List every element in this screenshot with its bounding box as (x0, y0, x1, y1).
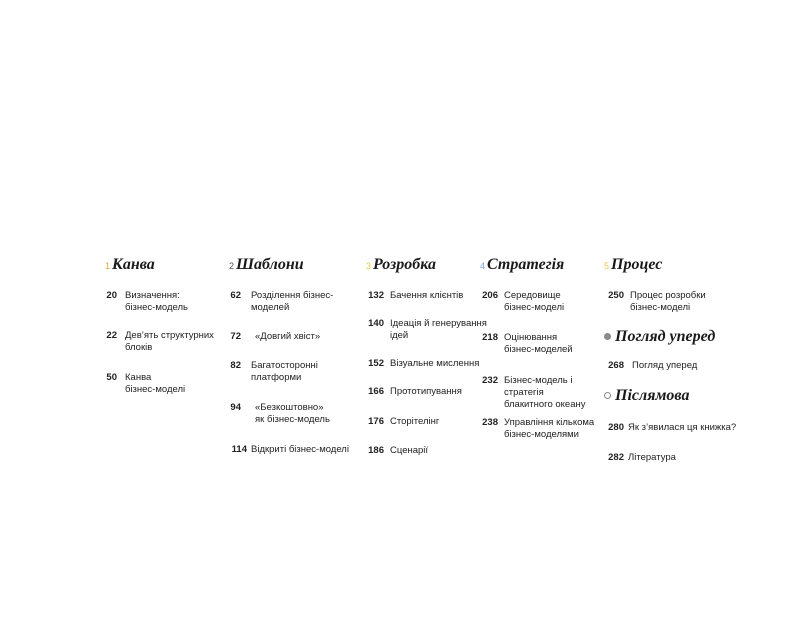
page-number: 206 (482, 290, 498, 301)
page-number: 280 (608, 422, 624, 433)
section-heading (229, 256, 359, 278)
page-number: 176 (368, 416, 384, 427)
entry-text: Багатосторонні платформи (251, 360, 318, 383)
section-title: Стратегія (487, 256, 565, 273)
entry-text: Прототипування (390, 386, 462, 397)
section-number: 4 (480, 261, 486, 271)
page-number: 152 (368, 358, 384, 369)
page-number: 50 (106, 372, 117, 383)
entry-text: Розділення бізнес- моделей (251, 290, 334, 313)
section-heading (366, 256, 481, 278)
section-heading (105, 256, 225, 278)
section-process (604, 256, 774, 463)
entry-text: Оцінювання бізнес-моделей (504, 332, 573, 355)
page-number: 72 (230, 331, 241, 342)
page-number: 82 (230, 360, 241, 371)
entry-text: Відкриті бізнес-моделі (251, 444, 349, 455)
section-number: 5 (604, 261, 610, 271)
page-number: 22 (106, 330, 117, 341)
entry-text: Література (628, 452, 676, 463)
page-number: 232 (482, 375, 498, 386)
page-number: 268 (608, 360, 624, 371)
section-title: Канва (112, 256, 155, 273)
page-number: 114 (231, 444, 247, 455)
entry-text: Процес розробки бізнес-моделі (630, 290, 706, 313)
page-number: 250 (608, 290, 624, 301)
page-number: 132 (368, 290, 384, 301)
entry-text: Візуальне мислення (390, 358, 480, 369)
section-number: 1 (105, 261, 111, 271)
page-number: 20 (106, 290, 117, 301)
entry-text: Середовище бізнес-моделі (504, 290, 565, 313)
entry-text: Бізнес-модель і стратегія блакитного океану (504, 375, 586, 410)
section-heading-outlook (604, 328, 715, 350)
entry-text: Дев’ять структурних блоків (125, 330, 214, 353)
entry-text: Сторітелінг (390, 416, 440, 427)
entry-text: Бачення клієнтів (390, 290, 464, 301)
page-number: 94 (230, 402, 241, 413)
entry-text: «Довгий хвіст» (255, 331, 321, 342)
page-number: 186 (368, 445, 384, 456)
section-title: Погляд уперед (615, 328, 716, 345)
section-number: 3 (366, 261, 372, 271)
section-title: Шаблони (236, 256, 304, 273)
page-number: 238 (482, 417, 498, 428)
section-title: Післямова (615, 387, 690, 404)
section-heading-afterword (604, 387, 689, 409)
section-number: 2 (229, 261, 235, 271)
entry-text: «Безкоштовно» як бізнес-модель (255, 402, 330, 425)
entry-text: Управління кількома бізнес-моделями (504, 417, 595, 440)
filled-dot-icon (604, 333, 611, 340)
section-patterns (229, 256, 359, 455)
page-number: 140 (368, 318, 384, 329)
page-number: 166 (368, 386, 384, 397)
page-number: 218 (482, 332, 498, 343)
section-strategy (480, 256, 600, 440)
page-number: 282 (608, 452, 624, 463)
ring-dot-icon (604, 392, 611, 399)
entry-text: Ідеація й генерування ідей (390, 318, 487, 341)
section-heading (480, 256, 600, 278)
entry-text: Погляд уперед (632, 360, 698, 371)
section-design (366, 256, 487, 456)
entry-text: Канва бізнес-моделі (125, 372, 186, 395)
page-number: 62 (230, 290, 241, 301)
entry-text: Як з’явилася ця книжка? (628, 422, 737, 433)
section-title: Процес (611, 256, 663, 273)
entry-text: Сценарії (390, 445, 429, 456)
section-title: Розробка (373, 256, 436, 273)
entry-text: Визначення: бізнес-модель (125, 290, 188, 313)
section-heading (604, 256, 774, 278)
section-canvas (105, 256, 225, 395)
